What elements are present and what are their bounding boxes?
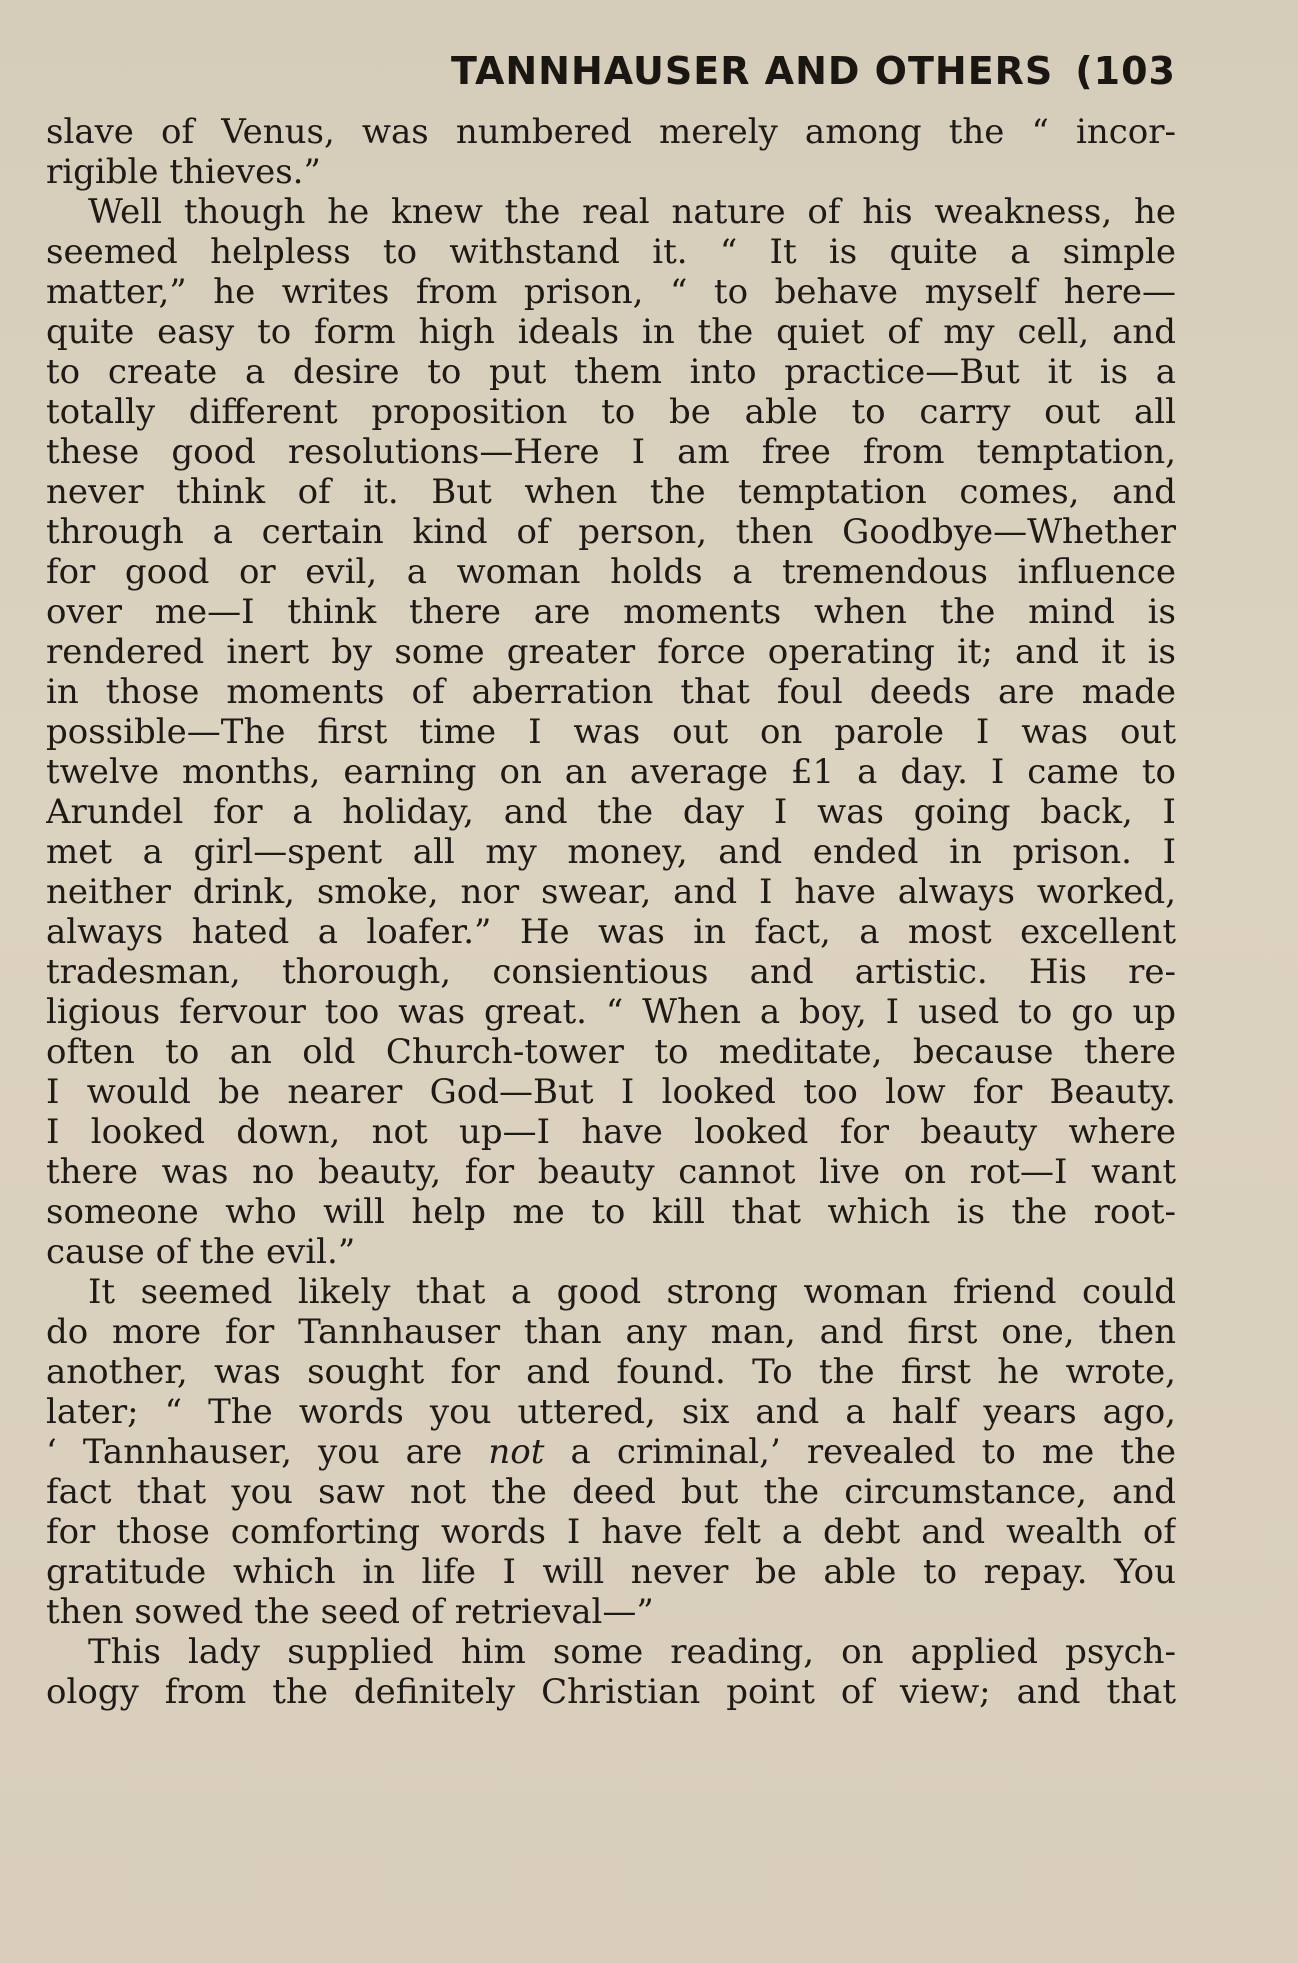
- text-line: always hated a loafer.” He was in fact, a most excellent: [46, 912, 1176, 952]
- text-line: to create a desire to put them into practice—But it is a: [46, 352, 1176, 392]
- text-line: do more for Tannhauser than any man, and first one, then: [46, 1312, 1176, 1352]
- paragraph-first-line: It seemed likely that a good strong woman friend could: [88, 1272, 1176, 1312]
- text-line: tradesman, thorough, consientious and artistic. His re-: [46, 952, 1176, 992]
- running-head: [451, 46, 1176, 96]
- text-line: quite easy to form high ideals in the quiet of my cell, and: [46, 312, 1176, 352]
- text-line: over me—I think there are moments when the mind is: [46, 592, 1176, 632]
- body-text: [46, 112, 1176, 1712]
- text-line: ligious fervour too was great. “ When a boy, I used to go up: [46, 992, 1176, 1032]
- text-line: twelve months, earning on an average £1 a day. I came to: [46, 752, 1176, 792]
- paragraph-first-line: Well though he knew the real nature of his weakness, he: [88, 192, 1176, 232]
- text-line: for those comforting words I have felt a debt and wealth of: [46, 1512, 1176, 1552]
- text-line: I would be nearer God—But I looked too low for Beauty.: [46, 1072, 1176, 1112]
- text-line: possible—The first time I was out on parole I was out: [46, 712, 1176, 752]
- text-line: neither drink, smoke, nor swear, and I have always worked,: [46, 872, 1176, 912]
- text-line: through a certain kind of person, then Goodbye—Whether: [46, 512, 1176, 552]
- text-line: cause of the evil.”: [46, 1232, 356, 1272]
- text-line: these good resolutions—Here I am free from temptation,: [46, 432, 1176, 472]
- text-line: totally different proposition to be able to carry out all: [46, 392, 1176, 432]
- text-line: Arundel for a holiday, and the day I was going back, I: [46, 792, 1176, 832]
- text-line: fact that you saw not the deed but the circumstance, and: [46, 1472, 1176, 1512]
- text-line: then sowed the seed of retrieval—”: [46, 1592, 654, 1632]
- text-line: ‘ Tannhauser, you are not a criminal,’ revealed to me the: [46, 1432, 1176, 1472]
- text-line: seemed helpless to withstand it. “ It is quite a simple: [46, 232, 1176, 272]
- text-line: gratitude which in life I will never be able to repay. You: [46, 1552, 1176, 1592]
- text-line: in those moments of aberration that foul deeds are made: [46, 672, 1176, 712]
- text-line: rendered inert by some greater force operating it; and it is: [46, 632, 1176, 672]
- text-line: rigible thieves.”: [46, 152, 321, 192]
- page-number: (103: [1075, 49, 1176, 93]
- paragraph-first-line: This lady supplied him some reading, on applied psych-: [88, 1632, 1176, 1672]
- emphasis: not: [488, 1432, 545, 1472]
- text-line: never think of it. But when the temptation comes, and: [46, 472, 1176, 512]
- text-line: I looked down, not up—I have looked for beauty where: [46, 1112, 1176, 1152]
- text-line: there was no beauty, for beauty cannot live on rot—I want: [46, 1152, 1176, 1192]
- text-line: someone who will help me to kill that which is the root-: [46, 1192, 1176, 1232]
- text-line: another, was sought for and found. To the first he wrote,: [46, 1352, 1176, 1392]
- text-line: met a girl—spent all my money, and ended in prison. I: [46, 832, 1176, 872]
- text-line: often to an old Church-tower to meditate, because there: [46, 1032, 1176, 1072]
- text-line: slave of Venus, was numbered merely among the “ incor-: [46, 112, 1176, 152]
- chapter-title: TANNHAUSER AND OTHERS: [450, 49, 1054, 93]
- text-line: for good or evil, a woman holds a tremendous influence: [46, 552, 1176, 592]
- text-line: matter,” he writes from prison, “ to behave myself here—: [46, 272, 1176, 312]
- text-line: later; “ The words you uttered, six and a half years ago,: [46, 1392, 1176, 1432]
- text-line: ology from the definitely Christian point of view; and that: [46, 1672, 1176, 1712]
